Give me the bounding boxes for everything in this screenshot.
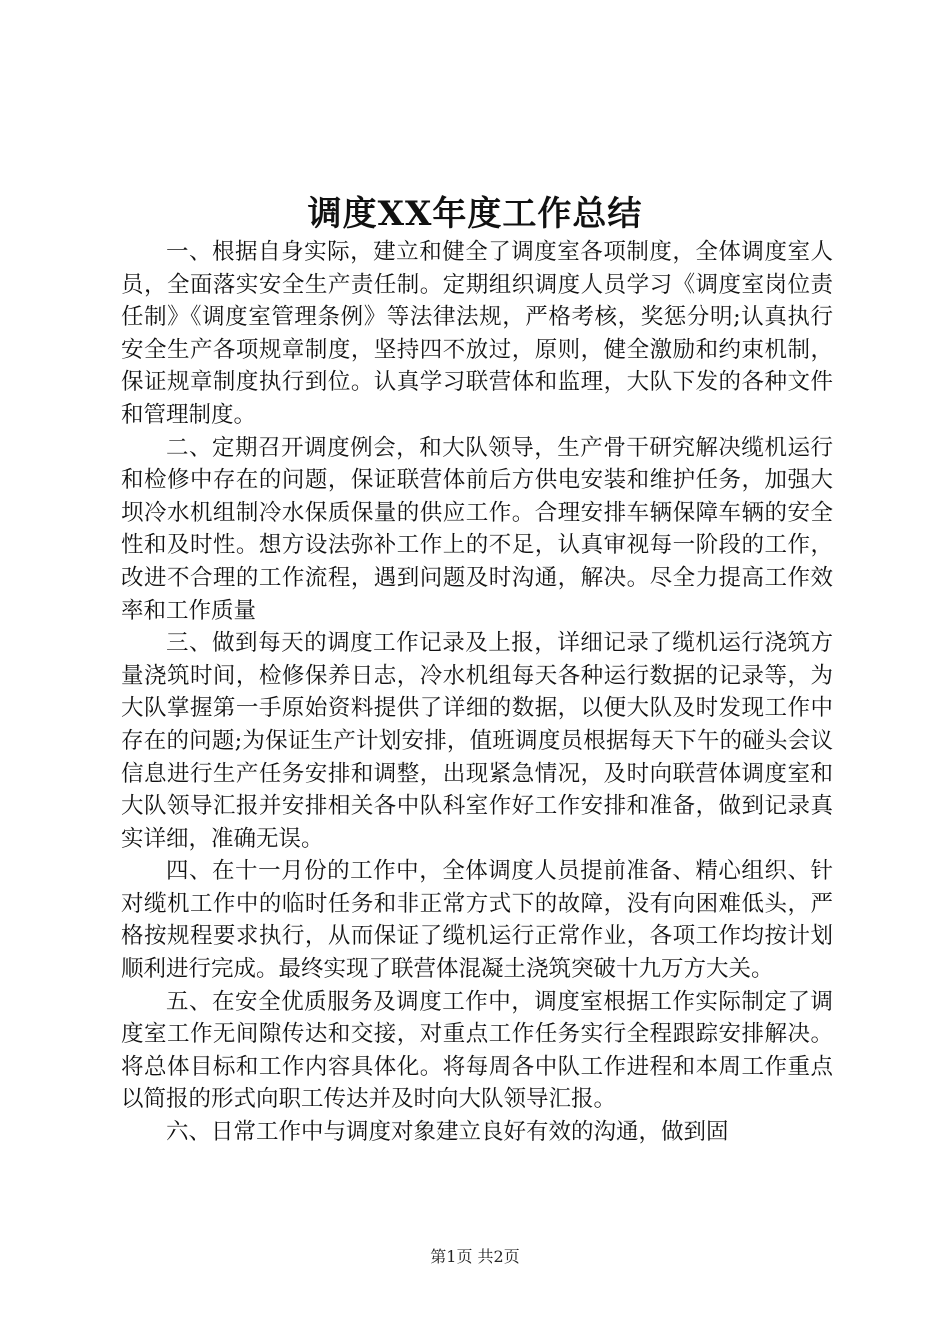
document-title: 调度XX年度工作总结: [307, 194, 643, 234]
paragraph-4: 四、在十一月份的工作中，全体调度人员提前准备、精心组织、针对缆机工作中的临时任务和非正常方式下的故障，没有向困难低头，严格按规程要求执行，从而保证了缆机运行正常作业，各项工作均按计划顺利进行完成。最终实现了联营体混凝土浇筑突破十九万方大关。: [121, 858, 833, 983]
document-body: [121, 236, 833, 1149]
paragraph-5: 五、在安全优质服务及调度工作中，调度室根据工作实际制定了调度室工作无间隙传达和交接，对重点工作任务实行全程跟踪安排解决。将总体目标和工作内容具体化。将每周各中队工作进程和本周工作重点以简报的形式向职工传达并及时向大队领导汇报。: [121, 988, 833, 1113]
paragraph-3: 三、做到每天的调度工作记录及上报，详细记录了缆机运行浇筑方量浇筑时间，检修保养日志，冷水机组每天各种运行数据的记录等，为大队掌握第一手原始资料提供了详细的数据，以便大队及时发现工作中存在的问题;为保证生产计划安排，值班调度员根据每天下午的碰头会议信息进行生产任务安排和调整，出现紧急情况，及时向联营体调度室和大队领导汇报并安排相关各中队科室作好工作安排和准备，做到记录真实详细，准确无误。: [121, 630, 833, 852]
paragraph-2: 二、定期召开调度例会，和大队领导，生产骨干研究解决缆机运行和检修中存在的问题，保证联营体前后方供电安装和维护任务，加强大坝冷水机组制冷水保质保量的供应工作。合理安排车辆保障车辆的安全性和及时性。想方设法弥补工作上的不足，认真审视每一阶段的工作，改进不合理的工作流程，遇到问题及时沟通，解决。尽全力提高工作效率和工作质量: [121, 434, 833, 624]
paragraph-1: 一、根据自身实际，建立和健全了调度室各项制度，全体调度室人员，全面落实安全生产责任制。定期组织调度人员学习《调度室岗位责任制》《调度室管理条例》等法律法规，严格考核，奖惩分明;认真执行安全生产各项规章制度，坚持四不放过，原则，健全激励和约束机制，保证规章制度执行到位。认真学习联营体和监理，大队下发的各种文件和管理制度。: [121, 239, 833, 428]
paragraph-6: 六、日常工作中与调度对象建立良好有效的沟通，做到固: [166, 1119, 729, 1146]
page-number-footer: 第1页 共2页: [430, 1247, 520, 1266]
